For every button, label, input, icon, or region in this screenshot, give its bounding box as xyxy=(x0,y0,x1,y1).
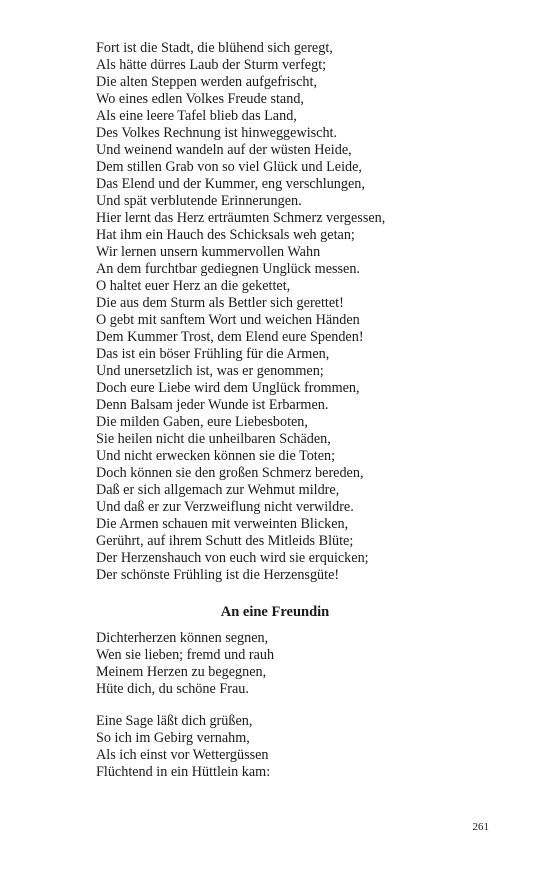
poem-line: Dem stillen Grab von so viel Glück und Leide, xyxy=(96,159,362,175)
poem-line: Und weinend wandeln auf der wüsten Heide, xyxy=(96,142,352,158)
poem-line: Das Elend und der Kummer, eng verschlungen, xyxy=(96,176,365,192)
poem-line: O haltet euer Herz an die gekettet, xyxy=(96,278,291,294)
poem-line: Daß er sich allgemach zur Wehmut mildre, xyxy=(96,482,340,498)
poem-line: Flüchtend in ein Hüttlein kam: xyxy=(96,764,271,780)
poem-line: Dichterherzen können segnen, xyxy=(96,630,269,646)
poem-line: An dem furchtbar gediegnen Unglück messen. xyxy=(96,261,360,277)
poem-line: Und spät verblutende Erinnerungen. xyxy=(96,193,302,209)
poem-line: Meinem Herzen zu begegnen, xyxy=(96,664,267,680)
poem-line: Und nicht erwecken können sie die Toten; xyxy=(96,448,336,464)
poem-line: Als hätte dürres Laub der Sturm verfegt; xyxy=(96,57,327,73)
poem-line: Der schönste Frühling ist die Herzensgüte! xyxy=(96,567,340,583)
stanza-1 xyxy=(96,630,516,698)
poem-line: Hier lernt das Herz erträumten Schmerz vergessen, xyxy=(96,210,386,226)
poem-line: Denn Balsam jeder Wunde ist Erbarmen. xyxy=(96,397,329,413)
poem-line: Hat ihm ein Hauch des Schicksals weh getan; xyxy=(96,227,355,243)
poem-line: Doch eure Liebe wird dem Unglück frommen, xyxy=(96,380,360,396)
poem-line: Das ist ein böser Frühling für die Armen, xyxy=(96,346,330,362)
poem-line: So ich im Gebirg vernahm, xyxy=(96,730,250,746)
page-number: 261 xyxy=(472,821,489,833)
poem-line: Die alten Steppen werden aufgefrischt, xyxy=(96,74,318,90)
poem-line: Wo eines edlen Volkes Freude stand, xyxy=(96,91,304,107)
poem-line: Der Herzenshauch von euch wird sie erquicken; xyxy=(96,550,369,566)
stanza-2 xyxy=(96,713,516,781)
poem-line: Die Armen schauen mit verweinten Blicken, xyxy=(96,516,349,532)
poem-line: Eine Sage läßt dich grüßen, xyxy=(96,713,253,729)
poem-title: An eine Freundin xyxy=(220,604,330,620)
poem-line: Dem Kummer Trost, dem Elend eure Spenden! xyxy=(96,329,364,345)
poem-line: Als eine leere Tafel blieb das Land, xyxy=(96,108,297,124)
poem-line: Gerührt, auf ihrem Schutt des Mitleids Blüte; xyxy=(96,533,354,549)
poem-line: Und daß er zur Verzweiflung nicht verwildre. xyxy=(96,499,354,515)
poem-line: O gebt mit sanftem Wort und weichen Händen xyxy=(96,312,360,328)
poem-line: Und unersetzlich ist, was er genommen; xyxy=(96,363,324,379)
poem-continuation xyxy=(96,40,516,584)
poem-line: Fort ist die Stadt, die blühend sich geregt, xyxy=(96,40,333,56)
poem-line: Wen sie lieben; fremd und rauh xyxy=(96,647,275,663)
poem-line: Hüte dich, du schöne Frau. xyxy=(96,681,249,697)
poem-line: Die milden Gaben, eure Liebesboten, xyxy=(96,414,308,430)
poem-line: Sie heilen nicht die unheilbaren Schäden, xyxy=(96,431,331,447)
poem-line: Wir lernen unsern kummervollen Wahn xyxy=(96,244,321,260)
poem-line: Doch können sie den großen Schmerz bereden, xyxy=(96,465,364,481)
poem-line: Als ich einst vor Wettergüssen xyxy=(96,747,269,763)
poem-line: Die aus dem Sturm als Bettler sich gerettet! xyxy=(96,295,344,311)
poem-line: Des Volkes Rechnung ist hinweggewischt. xyxy=(96,125,338,141)
